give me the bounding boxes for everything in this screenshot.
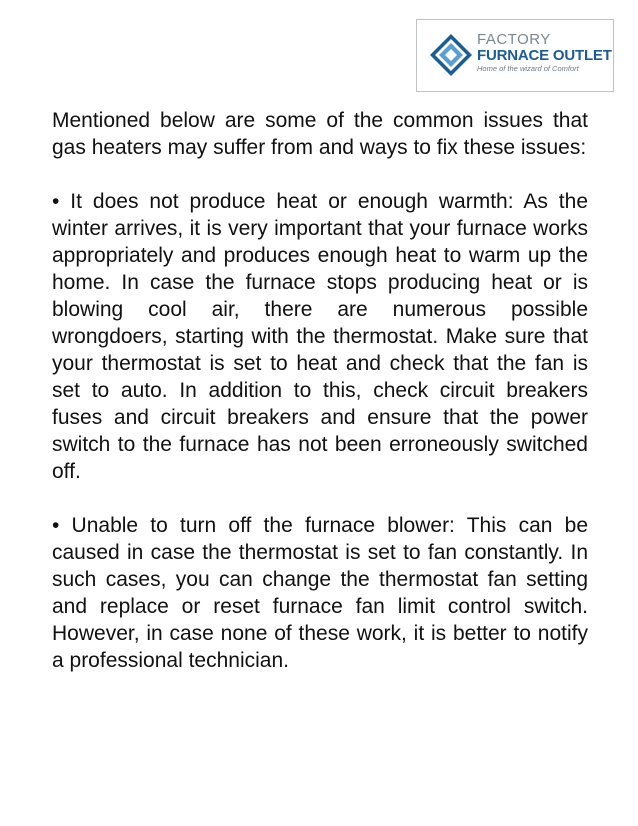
intro-paragraph: Mentioned below are some of the common issues that gas heaters may suffer from and ways to fix these issues: — [52, 109, 588, 159]
logo-text — [477, 32, 612, 73]
logo-line-furnace-outlet: FURNACE OUTLET — [477, 47, 612, 64]
logo-mark-icon — [429, 33, 473, 77]
issue-no-heat-paragraph: • It does not produce heat or enough warmth: As the winter arrives, it is very important that your furnace works appropriately and produces enough heat to warm up the home. In case the furnace stops producing heat or is blowing cool air, there are numerous possible wrongdoers, starting with the thermostat. Make sure that your thermostat is set to heat and check that the fan is set to auto. In addition to this, check circuit breakers fuses and circuit breakers and ensure that the power switch to the furnace has not been erroneously switched off. — [52, 190, 588, 483]
article-body — [52, 107, 588, 674]
logo-line-factory: FACTORY — [477, 31, 551, 48]
issue-blower-paragraph: • Unable to turn off the furnace blower: This can be caused in case the thermostat is set to fan constantly. In such cases, you can change the thermostat fan setting and replace or reset furnace fan limit control switch. However, in case none of these work, it is better to notify a professional technician. — [52, 514, 588, 672]
logo-tagline: Home of the wizard of Comfort — [477, 64, 579, 73]
brand-logo — [416, 19, 614, 92]
